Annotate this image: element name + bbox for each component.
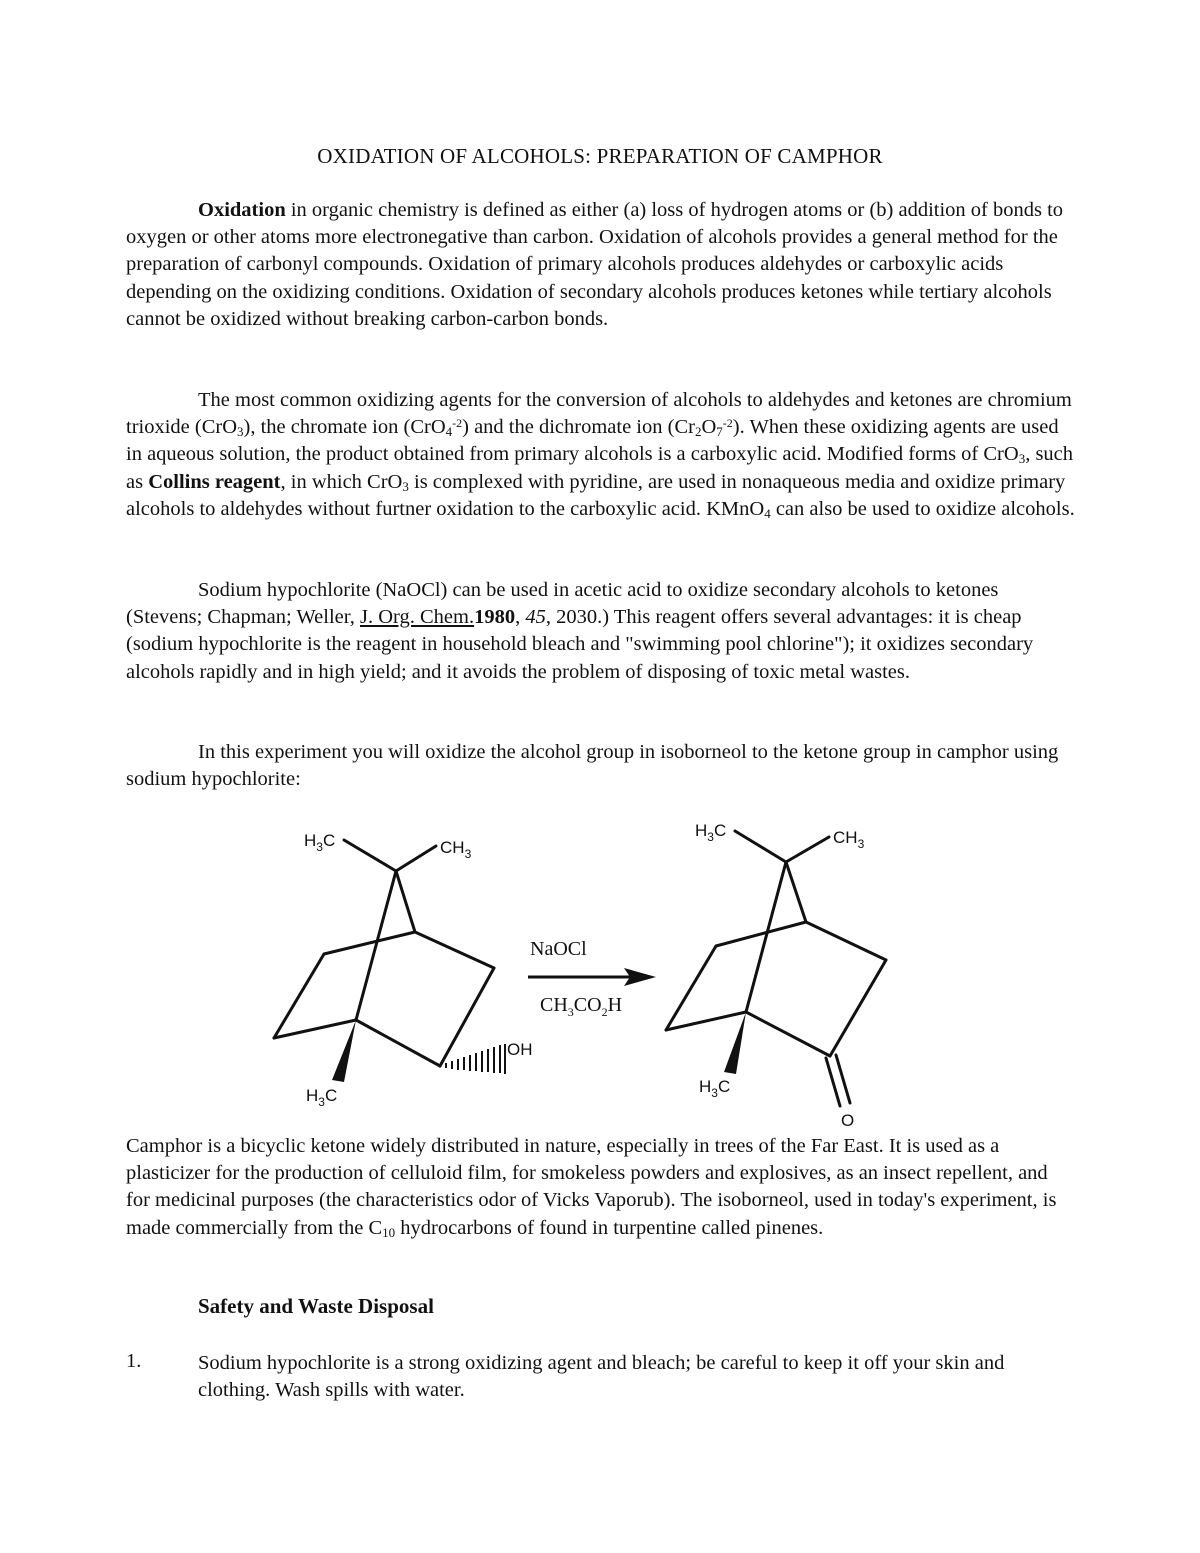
bond-methyl-right xyxy=(396,846,436,871)
journal-citation: J. Org. Chem. xyxy=(360,606,475,629)
label-product-h3c-top: $H_3C$ xyxy=(695,821,727,844)
reagent-naocl: NaOCl xyxy=(530,938,587,960)
label-reactant-ch3: $CH_3$ xyxy=(440,838,472,861)
bond-ring-1 xyxy=(716,922,806,946)
list-item-number: 1. xyxy=(126,1350,142,1372)
bond-methyl-right xyxy=(786,837,829,862)
bond-ring-1 xyxy=(324,932,415,954)
bond-methyl-left xyxy=(344,840,396,871)
label-carbonyl-oxygen: O xyxy=(841,1111,855,1130)
bond-ring-3 xyxy=(666,1012,746,1030)
paragraph-camphor-description: Camphor is a bicyclic ketone widely distributed in nature, especially in trees of the Far East. It is used as a plasticizer for the production of celluloid film, for smokeless powders and explosives, as an insect repellent, and for medicinal purposes (the characteristics odor of Vicks Vaporub). The isoborneol, used in today's experiment, is made commercially from the $C_{10}$ hydrocarbons of found in turpentine called pinenes. xyxy=(126,1135,1057,1240)
label-product-h3c-bottom: $H_3C$ xyxy=(699,1077,731,1100)
bond-ring-6 xyxy=(746,1012,830,1056)
bond-ring-4 xyxy=(806,922,886,960)
bond-bridge-right xyxy=(786,862,806,922)
bond-ring-4 xyxy=(415,932,494,968)
bond-ring-5 xyxy=(830,960,886,1056)
list-item-text: Sodium hypochlorite is a strong oxidizing agent and bleach; be careful to keep it off your skin and clothing. Wash spills with water. xyxy=(198,1352,1005,1402)
bond-methyl-left xyxy=(735,831,786,862)
bond-ring-3 xyxy=(274,1020,356,1038)
wedge-bond-methyl xyxy=(724,1012,746,1074)
term-oxidation: Oxidation xyxy=(198,199,286,221)
paragraph-experiment-intro: In this experiment you will oxidize the alcohol group in isoborneol to the ketone group in camphor using sodium hypochlorite: xyxy=(126,741,1059,791)
label-oh: OH xyxy=(507,1040,533,1059)
section-heading-safety: Safety and Waste Disposal xyxy=(198,1294,434,1318)
wedge-bond-methyl xyxy=(332,1020,356,1082)
paragraph-oxidation-definition: Oxidation in organic chemistry is defined as either (a) loss of hydrogen atoms or (b) addition of bonds to oxygen or other atoms more electronegative than carbon. Oxidation of alcohols provides a general method for the preparation of carbonyl compounds. Oxidation of primary alcohols produces aldehydes or carboxylic acids depending on the oxidizing conditions. Oxidation of secondary alcohols produces ketones while tertiary alcohols cannot be oxidized without breaking carbon-carbon bonds. xyxy=(126,199,1064,330)
bond-ring-2 xyxy=(274,954,324,1038)
paragraph-sodium-hypochlorite: Sodium hypochlorite (NaOCl) can be used in acetic acid to oxidize secondary alcohols to ketones (Stevens; Chapman; Weller, J. Org. Chem.1980, 45, 2030.) This reagent offers several advantages: it is cheap (sodium hypochlorite is the reagent in household bleach and "swimming pool chlorine"); it oxidizes secondary alcohols rapidly and in high yield; and it avoids the problem of disposing of toxic metal wastes. xyxy=(126,579,1034,683)
bond-ring-2 xyxy=(666,946,716,1030)
bond-bridge-right xyxy=(396,871,415,932)
bond-ring-6 xyxy=(356,1020,440,1066)
camphor-structure xyxy=(666,831,886,1106)
paragraph-oxidizing-agents: The most common oxidizing agents for the conversion of alcohols to aldehydes and ketones are chromium trioxide (CrO$_3$), the chromate ion (CrO$_4^{-2}$) and the dichromate ion $(Cr_2O_7^{-2})$. When these oxidizing agents are used in aqueous solution, the product obtained from primary alcohols is a carboxylic acid. Modified forms of CrO$_3$, such as Collins reagent, in which CrO$_3$ is complexed with pyridine, are used in nonaqueous media and oxidize primary alcohols to aldehydes without furtner oxidation to the carboxylic acid. KMnO$_4$ can also be used to oxidize alcohols. xyxy=(126,389,1075,521)
label-reactant-h3c-top: $H_3C$ xyxy=(304,831,336,854)
page-title: OXIDATION OF ALCOHOLS: PREPARATION OF CAMPHOR xyxy=(317,144,883,168)
hashed-bond-oh xyxy=(446,1044,505,1074)
isoborneol-structure xyxy=(274,840,494,1066)
reagent-acetic-acid: $CH_3CO_2H$ xyxy=(540,994,623,1019)
label-product-ch3: $CH_3$ xyxy=(833,828,865,851)
bond-ring-5 xyxy=(440,968,494,1066)
term-collins-reagent: Collins reagent xyxy=(148,470,281,493)
label-reactant-h3c-bottom: $H_3C$ xyxy=(306,1086,338,1109)
